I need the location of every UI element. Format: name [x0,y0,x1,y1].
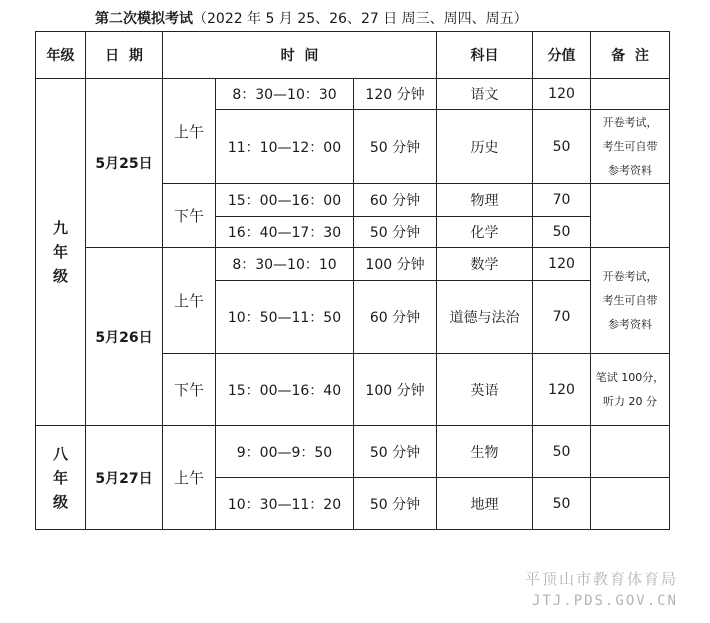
subject: 化学 [437,217,533,248]
header-time: 时 间 [163,32,437,79]
watermark-org: 平顶山市教育体育局 [524,570,678,588]
note-empty [591,184,670,248]
grade-8-char: 八 [52,444,68,463]
duration: 60 分钟 [354,184,437,217]
header-note: 备 注 [591,32,670,79]
subject: 道德与法治 [437,281,533,354]
note-line: 考生可自带 [602,139,658,153]
subject: 英语 [437,354,533,426]
subject: 地理 [437,478,533,530]
score: 50 [533,478,591,530]
header-date: 日 期 [86,32,163,79]
header-row [36,32,670,79]
date-may25: 5月25日 [86,79,163,248]
score: 50 [533,110,591,184]
header-subject: 科目 [437,32,533,79]
note-line: 参考资料 [608,317,653,331]
time-range: 9：00—9：50 [216,426,354,478]
duration: 100 分钟 [354,248,437,281]
grade-8-char: 年 [52,468,68,487]
time-range: 8：30—10：10 [216,248,354,281]
time-range: 15：00—16：40 [216,354,354,426]
note-line: 开卷考试， [602,115,658,129]
header-grade: 年级 [36,32,86,79]
note-empty [591,426,670,478]
subject: 生物 [437,426,533,478]
period-am: 上午 [163,79,216,184]
header-score: 分值 [533,32,591,79]
exam-schedule-table [35,31,670,530]
subject: 历史 [437,110,533,184]
subject: 数学 [437,248,533,281]
score: 120 [533,354,591,426]
note-open-book [591,248,670,354]
subject: 语文 [437,79,533,110]
watermark-url: JTJ.PDS.GOV.CN [531,593,678,609]
grade-9-char: 年 [52,243,68,261]
score: 50 [533,426,591,478]
note-line: 考生可自带 [602,293,658,307]
time-range: 8：30—10：30 [216,79,354,110]
duration: 50 分钟 [354,110,437,184]
grade-9-char: 级 [52,267,68,285]
date-may27: 5月27日 [86,426,163,530]
time-range: 11：10—12：00 [216,110,354,184]
score: 120 [533,79,591,110]
watermark [525,568,678,609]
title-main: 第二次模拟考试 [95,11,193,27]
table-row [36,248,670,281]
note-empty [591,478,670,530]
duration: 100 分钟 [354,354,437,426]
grade-9-cell [36,79,86,426]
page-title [95,8,528,28]
score: 120 [533,248,591,281]
score: 50 [533,217,591,248]
subject: 物理 [437,184,533,217]
note-line: 参考资料 [608,163,653,177]
grade-8-cell [36,426,86,530]
duration: 120 分钟 [354,79,437,110]
time-range: 10：30—11：20 [216,478,354,530]
period-pm: 下午 [163,184,216,248]
period-am: 上午 [163,426,216,530]
score: 70 [533,281,591,354]
title-dates: （2022 年 5 月 25、26、27 日 周三、周四、周五） [193,11,528,27]
duration: 50 分钟 [354,426,437,478]
note-line: 开卷考试， [602,269,658,283]
table-row [36,79,670,110]
period-pm: 下午 [163,354,216,426]
duration: 50 分钟 [354,478,437,530]
note-empty [591,79,670,110]
grade-8-char: 级 [52,492,68,511]
grade-9-char: 九 [52,219,68,237]
duration: 50 分钟 [354,217,437,248]
note-open-book [591,110,670,184]
duration: 60 分钟 [354,281,437,354]
score: 70 [533,184,591,217]
period-am: 上午 [163,248,216,354]
time-range: 16：40—17：30 [216,217,354,248]
table-row [36,426,670,478]
time-range: 15：00—16：00 [216,184,354,217]
note-line: 笔试 100分， [595,370,665,384]
note-english [591,354,670,426]
note-line: 听力 20 分 [603,394,658,408]
time-range: 10：50—11：50 [216,281,354,354]
date-may26: 5月26日 [86,248,163,426]
